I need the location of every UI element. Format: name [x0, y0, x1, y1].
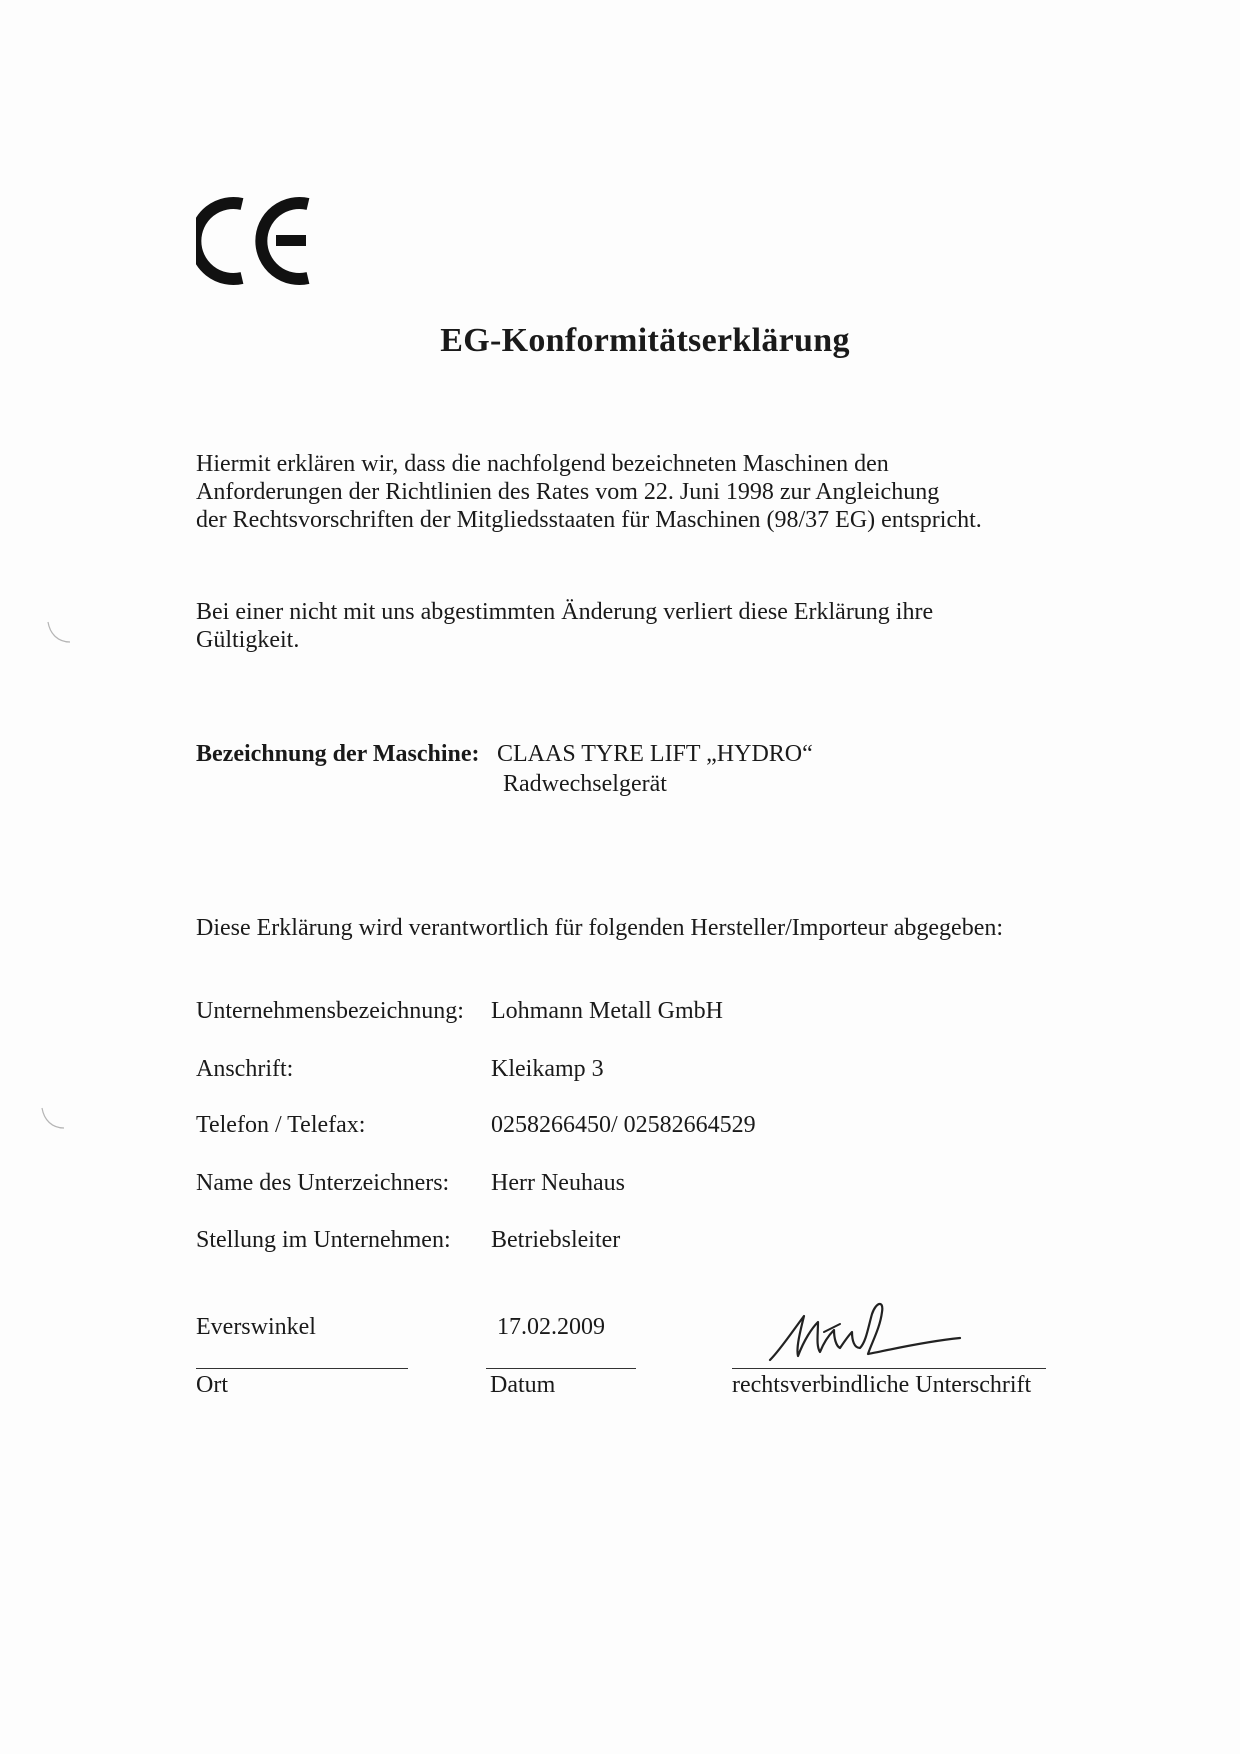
phone-fax-label: Telefon / Telefax:: [196, 1112, 366, 1138]
validity-line: Bei einer nicht mit uns abgestimmten Änderung verliert diese Erklärung ihre: [196, 599, 934, 625]
signature-rule: [732, 1368, 1046, 1369]
address-label: Anschrift:: [196, 1056, 294, 1082]
phone-fax-value: 0258266450/ 02582664529: [491, 1112, 756, 1138]
company-name-label: Unternehmensbezeichnung:: [196, 998, 464, 1024]
intro-line: der Rechtsvorschriften der Mitgliedsstaaten für Maschinen (98/37 EG) entspricht.: [196, 507, 982, 533]
date-value: 17.02.2009: [497, 1314, 605, 1340]
date-rule: [486, 1368, 636, 1369]
intro-line: Hiermit erklären wir, dass die nachfolgend bezeichneten Maschinen den: [196, 451, 889, 477]
place-value: Everswinkel: [196, 1314, 316, 1340]
date-label: Datum: [490, 1372, 556, 1398]
handwritten-signature: [760, 1298, 980, 1376]
signer-name-label: Name des Unterzeichners:: [196, 1170, 450, 1196]
address-value: Kleikamp 3: [491, 1056, 604, 1082]
signature-label: rechtsverbindliche Unterschrift: [732, 1372, 1032, 1398]
signer-name-value: Herr Neuhaus: [491, 1170, 625, 1196]
manufacturer-intro: [196, 914, 1096, 942]
machine-label: Bezeichnung der Maschine:: [196, 741, 480, 767]
place-label: Ort: [196, 1372, 228, 1398]
position-value: Betriebsleiter: [491, 1227, 621, 1253]
punch-hole-mark: [44, 618, 74, 648]
punch-hole-mark: [38, 1104, 68, 1134]
intro-paragraph: [196, 450, 1096, 534]
position-label: Stellung im Unternehmen:: [196, 1227, 451, 1253]
ce-mark-logo: [196, 196, 320, 286]
intro-line: Anforderungen der Richtlinien des Rates vom 22. Juni 1998 zur Angleichung: [196, 479, 940, 505]
machine-name: CLAAS TYRE LIFT „HYDRO“: [497, 741, 813, 767]
validity-paragraph: [196, 598, 1096, 654]
manufacturer-intro-text: Diese Erklärung wird verantwortlich für folgenden Hersteller/Importeur abgegeben:: [196, 915, 1004, 941]
machine-type: Radwechselgerät: [503, 771, 667, 797]
validity-line: Gültigkeit.: [196, 627, 300, 653]
document-title: EG-Konformitätserklärung: [440, 322, 850, 359]
company-name-value: Lohmann Metall GmbH: [491, 998, 723, 1024]
place-rule: [196, 1368, 408, 1369]
